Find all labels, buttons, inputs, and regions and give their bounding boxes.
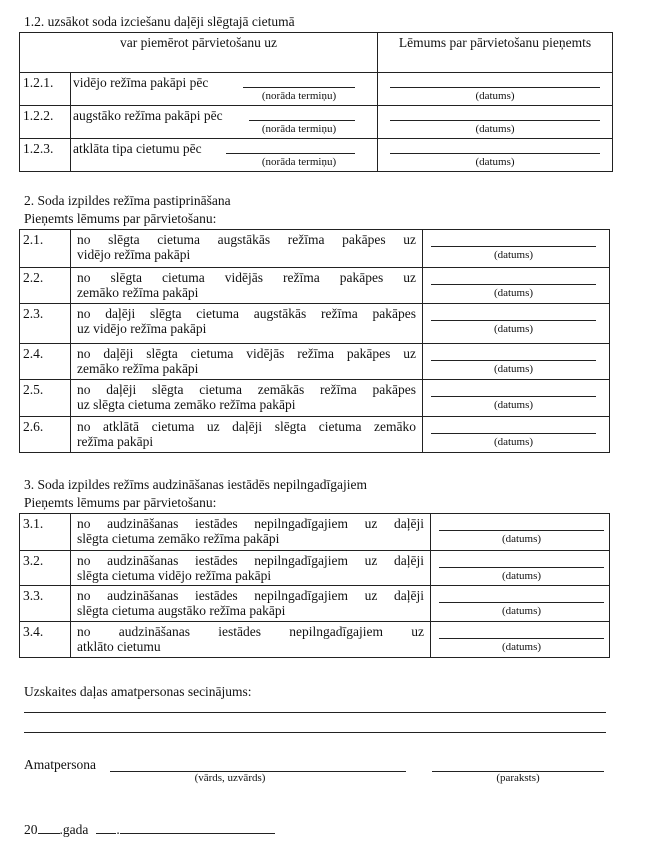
- row-description: [71, 230, 423, 268]
- row-number: 2.5.: [20, 380, 71, 417]
- date-blank[interactable]: [439, 530, 604, 531]
- name-caption: (vārds, uzvārds): [194, 772, 266, 784]
- section-3-table: [19, 513, 610, 658]
- date-line: [24, 822, 275, 838]
- conclusion-line-2[interactable]: [24, 732, 606, 733]
- date-caption: (datums): [493, 323, 534, 335]
- row-text-line-2: uz slēgta cietuma zemāko režīma pakāpi: [77, 397, 296, 412]
- row-text-line-1: no audzināšanas iestādes nepilngadīgajiem uz daļēji: [77, 588, 424, 603]
- date-blank[interactable]: [431, 320, 596, 321]
- section-3-title: 3. Soda izpildes režīms audzināšanas iestādēs nepilngadīgajiem: [24, 477, 368, 492]
- table-row: [20, 230, 610, 268]
- row-text: atklāta tipa cietumu pēc: [73, 141, 202, 156]
- section-3-subtitle: Pieņemts lēmums par pārvietošanu:: [24, 495, 217, 510]
- row-text-line-1: no audzināšanas iestādes nepilngadīgajiem uz daļēji: [77, 553, 424, 568]
- month-blank[interactable]: [120, 822, 275, 834]
- section-2-subtitle: Pieņemts lēmums par pārvietošanu:: [24, 211, 217, 226]
- row-number: 2.6.: [20, 417, 71, 453]
- section-1-2-table: [19, 32, 613, 172]
- date-caption: (datums): [493, 399, 534, 411]
- date-dot: .: [116, 822, 120, 837]
- table-row: [20, 139, 613, 172]
- row-text: vidējo režīma pakāpi pēc: [73, 75, 209, 90]
- date-blank[interactable]: [439, 602, 604, 603]
- row-text-line-1: no audzināšanas iestādes nepilngadīgajiem uz: [77, 624, 424, 639]
- table-row: [20, 304, 610, 344]
- date-blank[interactable]: [431, 246, 596, 247]
- row-text-line-2: režīma pakāpi: [77, 434, 154, 449]
- row-number: 3.3.: [20, 586, 71, 622]
- term-caption: (norāda termiņu): [261, 123, 337, 135]
- row-text-line-2: uz vidējo režīma pakāpi: [77, 321, 207, 336]
- signature-caption: (paraksts): [496, 772, 540, 784]
- row-number: 1.2.1.: [20, 73, 71, 106]
- term-blank[interactable]: [243, 87, 355, 88]
- column-header-transfer: var piemērot pārvietošanu uz: [20, 33, 378, 73]
- conclusion-label: Uzskaites daļas amatpersonas secinājums:: [24, 684, 252, 699]
- date-blank[interactable]: [390, 153, 600, 154]
- date-caption: (datums): [493, 363, 534, 375]
- row-description: [71, 514, 431, 551]
- row-text-line-1: no daļēji slēgta cietuma vidējās režīma pakāpes uz: [77, 346, 416, 361]
- row-text-line-1: no daļēji slēgta cietuma zemākās režīma pakāpes: [77, 382, 416, 397]
- row-text-line-2: slēgta cietuma augstāko režīma pakāpi: [77, 603, 286, 618]
- term-blank[interactable]: [249, 120, 355, 121]
- date-caption: (datums): [501, 533, 542, 545]
- row-number: 1.2.3.: [20, 139, 71, 172]
- row-text: augstāko režīma pakāpi pēc: [73, 108, 223, 123]
- section-1-2-title: 1.2. uzsākot soda izciešanu daļēji slēgtajā cietumā: [24, 14, 295, 29]
- day-blank[interactable]: [96, 822, 116, 834]
- row-number: 2.4.: [20, 344, 71, 380]
- date-caption: (datums): [475, 156, 515, 168]
- date-blank[interactable]: [431, 284, 596, 285]
- table-row: [20, 622, 610, 658]
- row-text-line-1: no atklātā cietuma uz daļēji slēgta cietuma zemāko: [77, 419, 416, 434]
- table-row: [20, 514, 610, 551]
- row-description: [71, 622, 431, 658]
- date-caption: (datums): [475, 123, 515, 135]
- row-text-line-1: no slēgta cietuma augstākās režīma pakāpes uz: [77, 232, 416, 247]
- table-row: [20, 268, 610, 304]
- date-caption: (datums): [501, 641, 542, 653]
- row-text-line-1: no slēgta cietuma vidējās režīma pakāpes uz: [77, 270, 416, 285]
- row-description: [71, 551, 431, 586]
- year-blank[interactable]: [38, 822, 60, 834]
- table-row: [20, 73, 613, 106]
- gada-label: .gada: [59, 822, 89, 837]
- date-blank[interactable]: [439, 638, 604, 639]
- table-row: [20, 551, 610, 586]
- row-description: [71, 380, 423, 417]
- date-caption: (datums): [475, 90, 515, 102]
- row-number: 1.2.2.: [20, 106, 71, 139]
- date-blank[interactable]: [431, 396, 596, 397]
- conclusion-line-1[interactable]: [24, 712, 606, 713]
- date-blank[interactable]: [390, 120, 600, 121]
- row-text-line-2: zemāko režīma pakāpi: [77, 361, 199, 376]
- date-caption: (datums): [493, 436, 534, 448]
- date-caption: (datums): [501, 605, 542, 617]
- row-number: 2.3.: [20, 304, 71, 344]
- section-2-title: 2. Soda izpildes režīma pastiprināšana: [24, 193, 231, 208]
- date-caption: (datums): [493, 249, 534, 261]
- table-row: [20, 586, 610, 622]
- row-number: 3.4.: [20, 622, 71, 658]
- date-blank[interactable]: [431, 433, 596, 434]
- column-header-decision: Lēmums par pārvietošanu pieņemts: [378, 33, 613, 73]
- row-text-line-2: slēgta cietuma zemāko režīma pakāpi: [77, 531, 280, 546]
- term-caption: (norāda termiņu): [261, 90, 337, 102]
- row-description: [71, 586, 431, 622]
- row-text-line-1: no daļēji slēgta cietuma augstākās režīma pakāpes: [77, 306, 416, 321]
- row-number: 2.1.: [20, 230, 71, 268]
- row-number: 3.1.: [20, 514, 71, 551]
- date-caption: (datums): [493, 287, 534, 299]
- row-number: 3.2.: [20, 551, 71, 586]
- row-text-line-2: vidējo režīma pakāpi: [77, 247, 191, 262]
- year-prefix: 20: [24, 822, 38, 837]
- term-caption: (norāda termiņu): [261, 156, 337, 168]
- term-blank[interactable]: [226, 153, 355, 154]
- row-text-line-1: no audzināšanas iestādes nepilngadīgajiem uz daļēji: [77, 516, 424, 531]
- row-text-line-2: atklāto cietumu: [77, 639, 161, 654]
- official-label: Amatpersona: [24, 757, 96, 772]
- table-row: [20, 417, 610, 453]
- date-blank[interactable]: [431, 360, 596, 361]
- row-text-line-2: slēgta cietuma vidējo režīma pakāpi: [77, 568, 272, 583]
- row-description: [71, 417, 423, 453]
- date-blank[interactable]: [390, 87, 600, 88]
- row-description: [71, 344, 423, 380]
- row-number: 2.2.: [20, 268, 71, 304]
- date-caption: (datums): [501, 570, 542, 582]
- table-row: [20, 344, 610, 380]
- section-2-table: [19, 229, 610, 453]
- row-text-line-2: zemāko režīma pakāpi: [77, 285, 199, 300]
- date-blank[interactable]: [439, 567, 604, 568]
- table-row: [20, 106, 613, 139]
- row-description: [71, 268, 423, 304]
- table-row: [20, 380, 610, 417]
- row-description: [71, 304, 423, 344]
